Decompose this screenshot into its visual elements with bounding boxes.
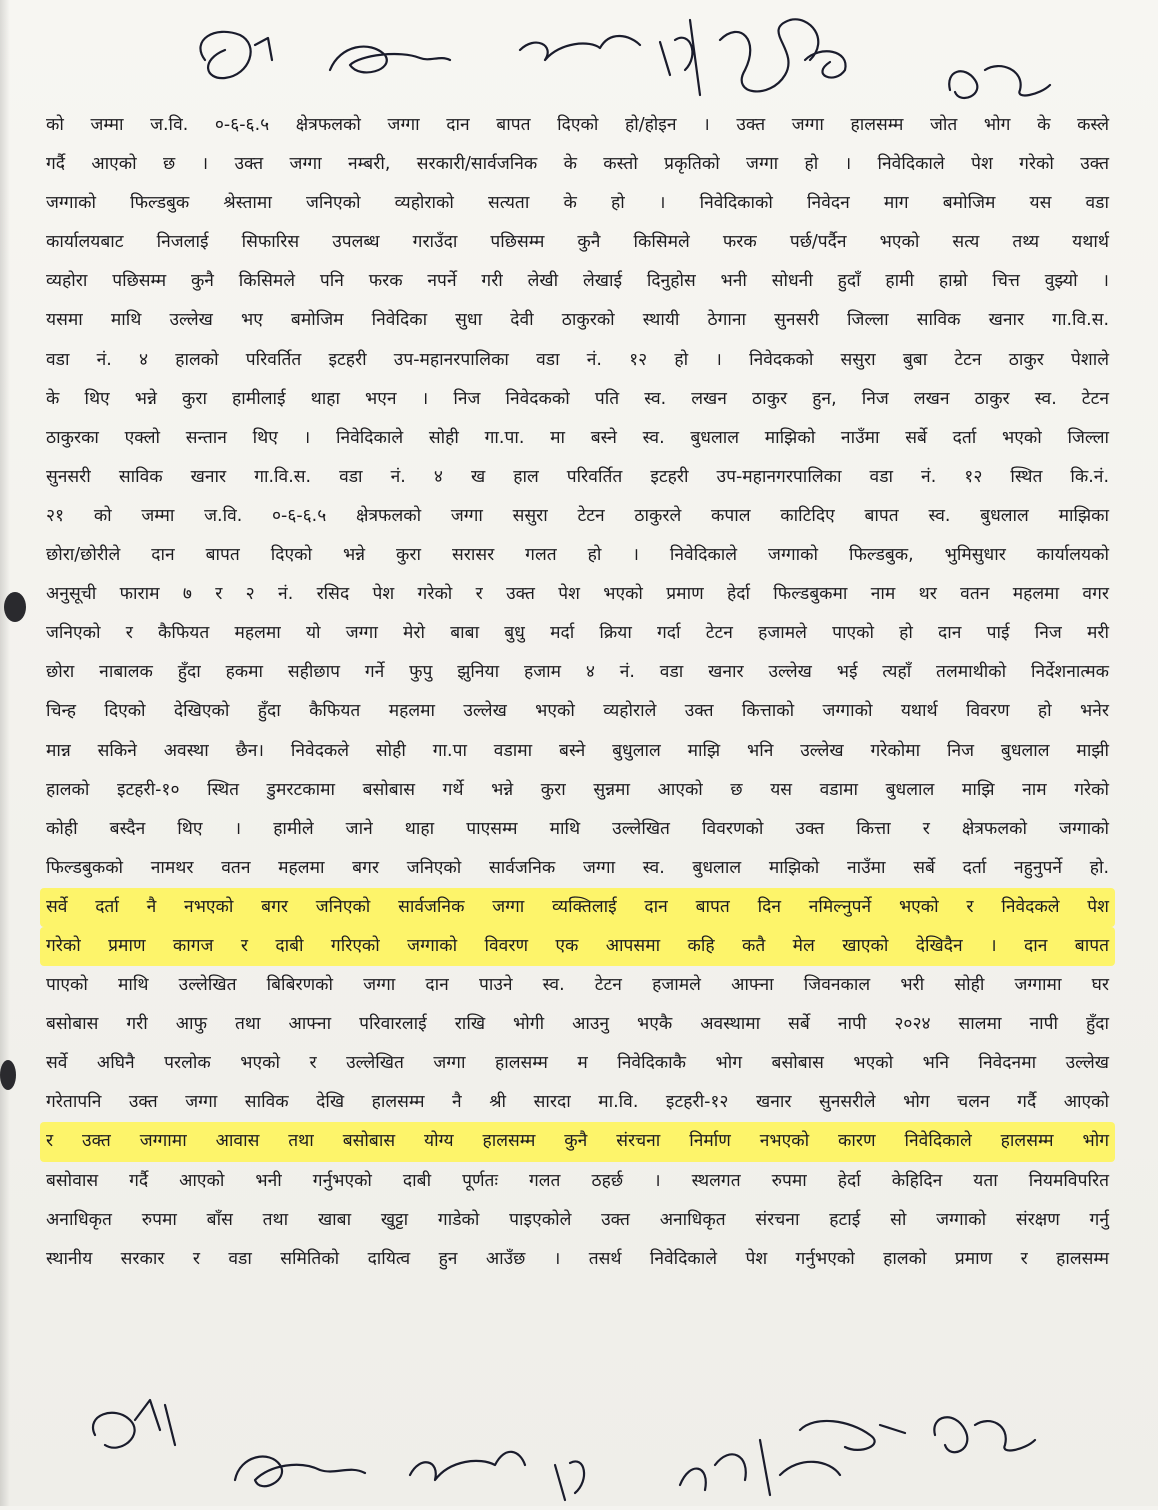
text-line-20: फिल्डबुकको नामथर वतन महलमा बगर जनिएको सार्वजनिक जग्गा स्व. बुधलाल माझिको नाउँमा सर्बे दर्ता नहुनुपर्ने हो. — [46, 857, 1109, 878]
text-line-25: सर्वे अघिनै परलोक भएको र उल्लेखित जग्गा हालसम्म म निवेदिकाकै भोग बसोबास भएको भनि निवेदनमा उल्लेख — [46, 1053, 1109, 1074]
document-body — [40, 106, 1115, 1279]
text-line-3: जग्गाको फिल्डबुक श्रेस्तामा जनिएको व्यहोराको सत्यता के हो । निवेदिकाको निवेदन माग बमोजिम यस वडा — [46, 193, 1109, 214]
text-line-11: २१ को जम्मा ज.वि. ०-६-६.५ क्षेत्रफलको जग्गा ससुरा टेटन ठाकुरले कपाल काटिदिए बापत स्व. बुधलाल माझिका — [46, 505, 1109, 526]
text-line-19: कोही बस्दैन थिए । हामीले जाने थाहा पाएसम्म माथि उल्लेखित विवरणको उक्त कित्ता र क्षेत्रफलको जग्गाको — [46, 818, 1109, 839]
highlighted-line-27: र उक्त जग्गामा आवास तथा बसोबास योग्य हालसम्म कुनै संरचना निर्माण नभएको कारण निवेदिकाले हालसम्म भोग — [40, 1122, 1115, 1161]
text-line-4: कार्यालयबाट निजलाई सिफारिस उपलब्ध गराउँदा पछिसम्म कुनै किसिमले फरक पर्छ/पर्दैन भएको सत्य तथ्य यथार्थ — [46, 232, 1109, 253]
text-line-16: चिन्ह दिएको देखिएको हुँदा कैफियत महलमा उल्लेख भएको व्यहोराले उक्त कित्ताको जग्गाको यथार्थ विवरण हो भनेर — [46, 701, 1109, 722]
text-line-1: को जम्मा ज.वि. ०-६-६.५ क्षेत्रफलको जग्गा दान बापत दिएको हो/होइन । उक्त जग्गा हालसम्म जोत भोग के कस्ले — [46, 115, 1109, 135]
text-line-17: मान्न सकिने अवस्था छैन। निवेदकले सोही गा.पा वडामा बस्ने बुधुलाल माझि भनि उल्लेख गरेकोमा निज बुधलाल माझी — [46, 740, 1109, 761]
punch-hole-upper — [4, 592, 26, 622]
text-line-7: वडा नं. ४ हालको परिवर्तित इटहरी उप-महानरपालिका वडा नं. १२ हो । निवेदकको ससुरा बुबा टेटन ठाकुर पेशाले — [46, 349, 1109, 370]
text-line-23: पाएको माथि उल्लेखित बिबिरणको जग्गा दान पाउने स्व. टेटन हजामले आफ्ना जिवनकाल भरी सोही जग्गामा घर — [46, 975, 1109, 996]
text-line-15: छोरा नाबालक हुँदा हकमा सहीछाप गर्ने फुपु झुनिया हजाम ४ नं. वडा खनार उल्लेख भई त्यहाँ तलमाथीको निर्देशनात्मक — [46, 662, 1109, 683]
text-line-10: सुनसरी साविक खनार गा.वि.स. वडा नं. ४ ख हाल परिवर्तित इटहरी उप-महानगरपालिका वडा नं. १२ स्थित कि.नं. — [46, 466, 1109, 487]
text-line-30: स्थानीय सरकार र वडा समितिको दायित्व हुन आउँछ । तसर्थ निवेदिकाले पेश गर्नुभएको हालको प्रमाण र हालसम्म — [46, 1248, 1109, 1269]
text-line-28: बसोवास गर्दै आएको भनी गर्नुभएको दाबी पूर्णतः गलत ठहर्छ । स्थलगत रुपमा हेर्दा केहिदिन यता नियमविपरित — [46, 1170, 1109, 1191]
highlighted-line-22: गरेको प्रमाण कागज र दाबी गरिएको जग्गाको विवरण एक आपसमा कहि कतै मेल खाएको देखिदैन । दान बापत — [40, 927, 1115, 966]
text-line-6: यसमा माथि उल्लेख भए बमोजिम निवेदिका सुधा देवी ठाकुरको स्थायी ठेगाना सुनसरी जिल्ला साविक खनार गा.वि.स. — [46, 310, 1109, 331]
text-line-12: छोरा/छोरीले दान बापत दिएको भन्ने कुरा सरासर गलत हो । निवेदिकाले जग्गाको फिल्डबुक, भुमिसुधार कार्यालयको — [46, 545, 1109, 566]
punch-hole-lower — [0, 1060, 16, 1090]
text-line-26: गरेतापनि उक्त जग्गा साविक देखि हालसम्म नै श्री सारदा मा.वि. इटहरी-१२ खनार सुनसरीले भोग चलन गर्दै आएको — [46, 1092, 1109, 1113]
text-line-5: व्यहोरा पछिसम्म कुनै किसिमले पनि फरक नपर्ने गरी लेखी लेखाई दिनुहोस भनी सोधनी हुदाँ हामी हाम्रो चित्त वुझ्यो । — [46, 271, 1109, 292]
highlighted-line-21: सर्वे दर्ता नै नभएको बगर जनिएको सार्वजनिक जग्गा व्यक्तिलाई दान बापत दिन नमिल्नुपर्ने भएको र निवेदकले पेश — [40, 888, 1115, 927]
text-line-29: अनाधिकृत रुपमा बाँस तथा खाबा खुट्टा गाडेको पाइएकोले उक्त अनाधिकृत संरचना हटाई सो जग्गाको संरक्षण गर्नु — [46, 1209, 1109, 1230]
text-line-24: बसोबास गरी आफु तथा आफ्ना परिवारलाई राखि भोगी आउनु भएकै अवस्थामा सर्बे नापी २०२४ सालमा नापी हुँदा — [46, 1014, 1109, 1035]
page-edge-shadow — [0, 0, 10, 1506]
signature-strokes-bottom — [0, 1385, 1158, 1506]
text-line-9: ठाकुरका एक्लो सन्तान थिए । निवेदिकाले सोही गा.पा. मा बस्ने स्व. बुधलाल माझिको नाउँमा सर्बे दर्ता भएको जिल्ला — [46, 427, 1109, 448]
signatures-bottom — [0, 1385, 1158, 1506]
text-line-18: हालको इटहरी-१० स्थित डुमरटकामा बसोबास गर्थे भन्ने कुरा सुन्नमा आएको छ यस वडामा बुधलाल माझि नाम गरेको — [46, 779, 1109, 800]
text-line-13: अनुसूची फाराम ७ र २ नं. रसिद पेश गरेको र उक्त पेश भएको प्रमाण हेर्दा फिल्डबुकमा नाम थर वतन महलमा वगर — [46, 584, 1109, 605]
text-line-2: गर्दै आएको छ । उक्त जग्गा नम्बरी, सरकारी/सार्वजनिक के कस्तो प्रकृतिको जग्गा हो । निवेदिकाले पेश गरेको उक्त — [46, 154, 1109, 175]
text-line-8: के थिए भन्ने कुरा हामीलाई थाहा भएन । निज निवेदकको पति स्व. लखन ठाकुर हुन, निज लखन ठाकुर स्व. टेटन — [46, 388, 1109, 409]
text-line-14: जनिएको र कैफियत महलमा यो जग्गा मेरो बाबा बुधु मर्दा क्रिया गर्दा टेटन हजामले पाएको हो दान पाई निज मरी — [46, 623, 1109, 644]
